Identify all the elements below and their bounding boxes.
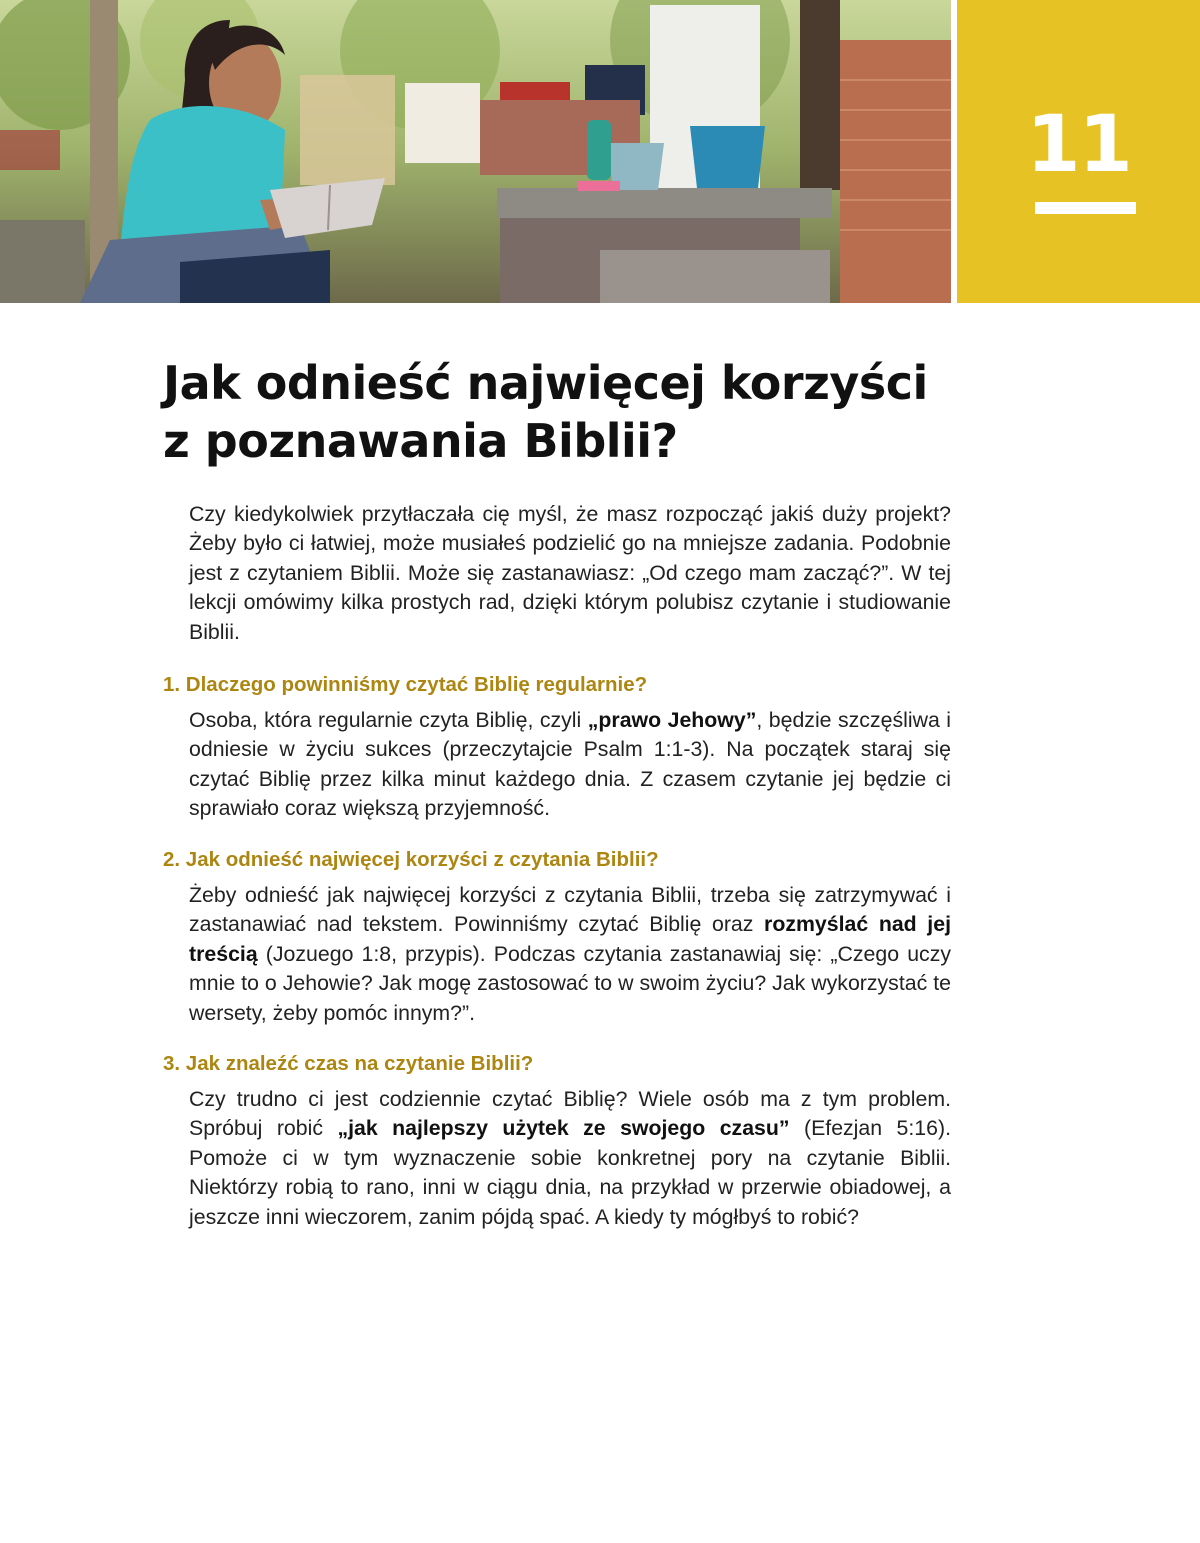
intro-paragraph: Czy kiedykolwiek przytłaczała cię myśl, że masz rozpocząć jakiś duży projekt? Żeby było ci łatwiej, może musiałeś podzielić go na mniejsze zadania. Podobnie jest z czytaniem Biblii. Może się zastanawiasz: „Od czego mam zacząć?”. W tej lekcji omówimy kilka prostych rad, dzięki którym polubisz czytanie i studiowanie Biblii.	[189, 502, 951, 644]
question-heading-2: 2. Jak odnieść najwięcej korzyści z czytania Biblii?	[163, 848, 659, 871]
title-line-1: Jak odnieść najwięcej korzyści	[163, 356, 928, 410]
lesson-number-underline	[1035, 202, 1136, 214]
answer-text: (Efezjan 5:16). Pomoże ci w tym wyznaczenie sobie konkretnej pory na czytanie Biblii. Niektórzy robią to rano, inni w ciągu dnia, na przykład w przerwie obiadowej, a jeszcze inni wieczorem, zanim pójdą spać. A kiedy ty mógłbyś to robić?	[189, 1116, 951, 1229]
question-heading-1: 1. Dlaczego powinniśmy czytać Biblię regularnie?	[163, 673, 648, 696]
answer-paragraph-3	[189, 1085, 951, 1232]
answer-paragraph-2	[189, 881, 951, 1028]
answer-text: (Jozuego 1:8, przypis). Podczas czytania zastanawiaj się: „Czego uczy mnie to o Jehowie? Jak mogę zastosować to w swoim życiu? Jak wykorzystać te wersety, żeby pomóc innym?”.	[189, 941, 951, 1025]
bold-phrase: „prawo Jehowy”	[587, 708, 757, 732]
hero-photo	[0, 0, 951, 303]
woman-reading-bible-illustration	[0, 0, 951, 303]
answer-text: Czy trudno ci jest codziennie czytać Biblię? Wiele osób ma z tym problem. Spróbuj robić	[189, 1087, 951, 1141]
page-title	[163, 354, 963, 470]
bold-phrase: „jak najlepszy użytek ze swojego czasu”	[337, 1116, 790, 1141]
bold-phrase: rozmyślać nad jej treścią	[189, 912, 951, 966]
answer-text: Żeby odnieść jak najwięcej korzyści z czytania Biblii, trzeba się zatrzymywać i zastanawiać nad tekstem. Powinniśmy czytać Biblię oraz	[189, 883, 951, 937]
answer-text: Osoba, która regularnie czyta Biblię, czyli	[189, 708, 588, 732]
answer-paragraph-1	[189, 706, 951, 824]
question-heading-3: 3. Jak znaleźć czas na czytanie Biblii?	[163, 1052, 534, 1075]
answer-text: , będzie szczęśliwa i odniesie w życiu sukces (przeczytajcie Psalm 1:1-3). Na początek staraj się czytać Biblię przez kilka minut każdego dnia. Z czasem czytanie jej będzie ci sprawiało coraz większą przyjemność.	[189, 708, 952, 821]
title-line-2: z poznawania Biblii?	[163, 414, 678, 468]
lesson-number-badge	[957, 0, 1200, 303]
lesson-number: 11	[1026, 100, 1131, 190]
